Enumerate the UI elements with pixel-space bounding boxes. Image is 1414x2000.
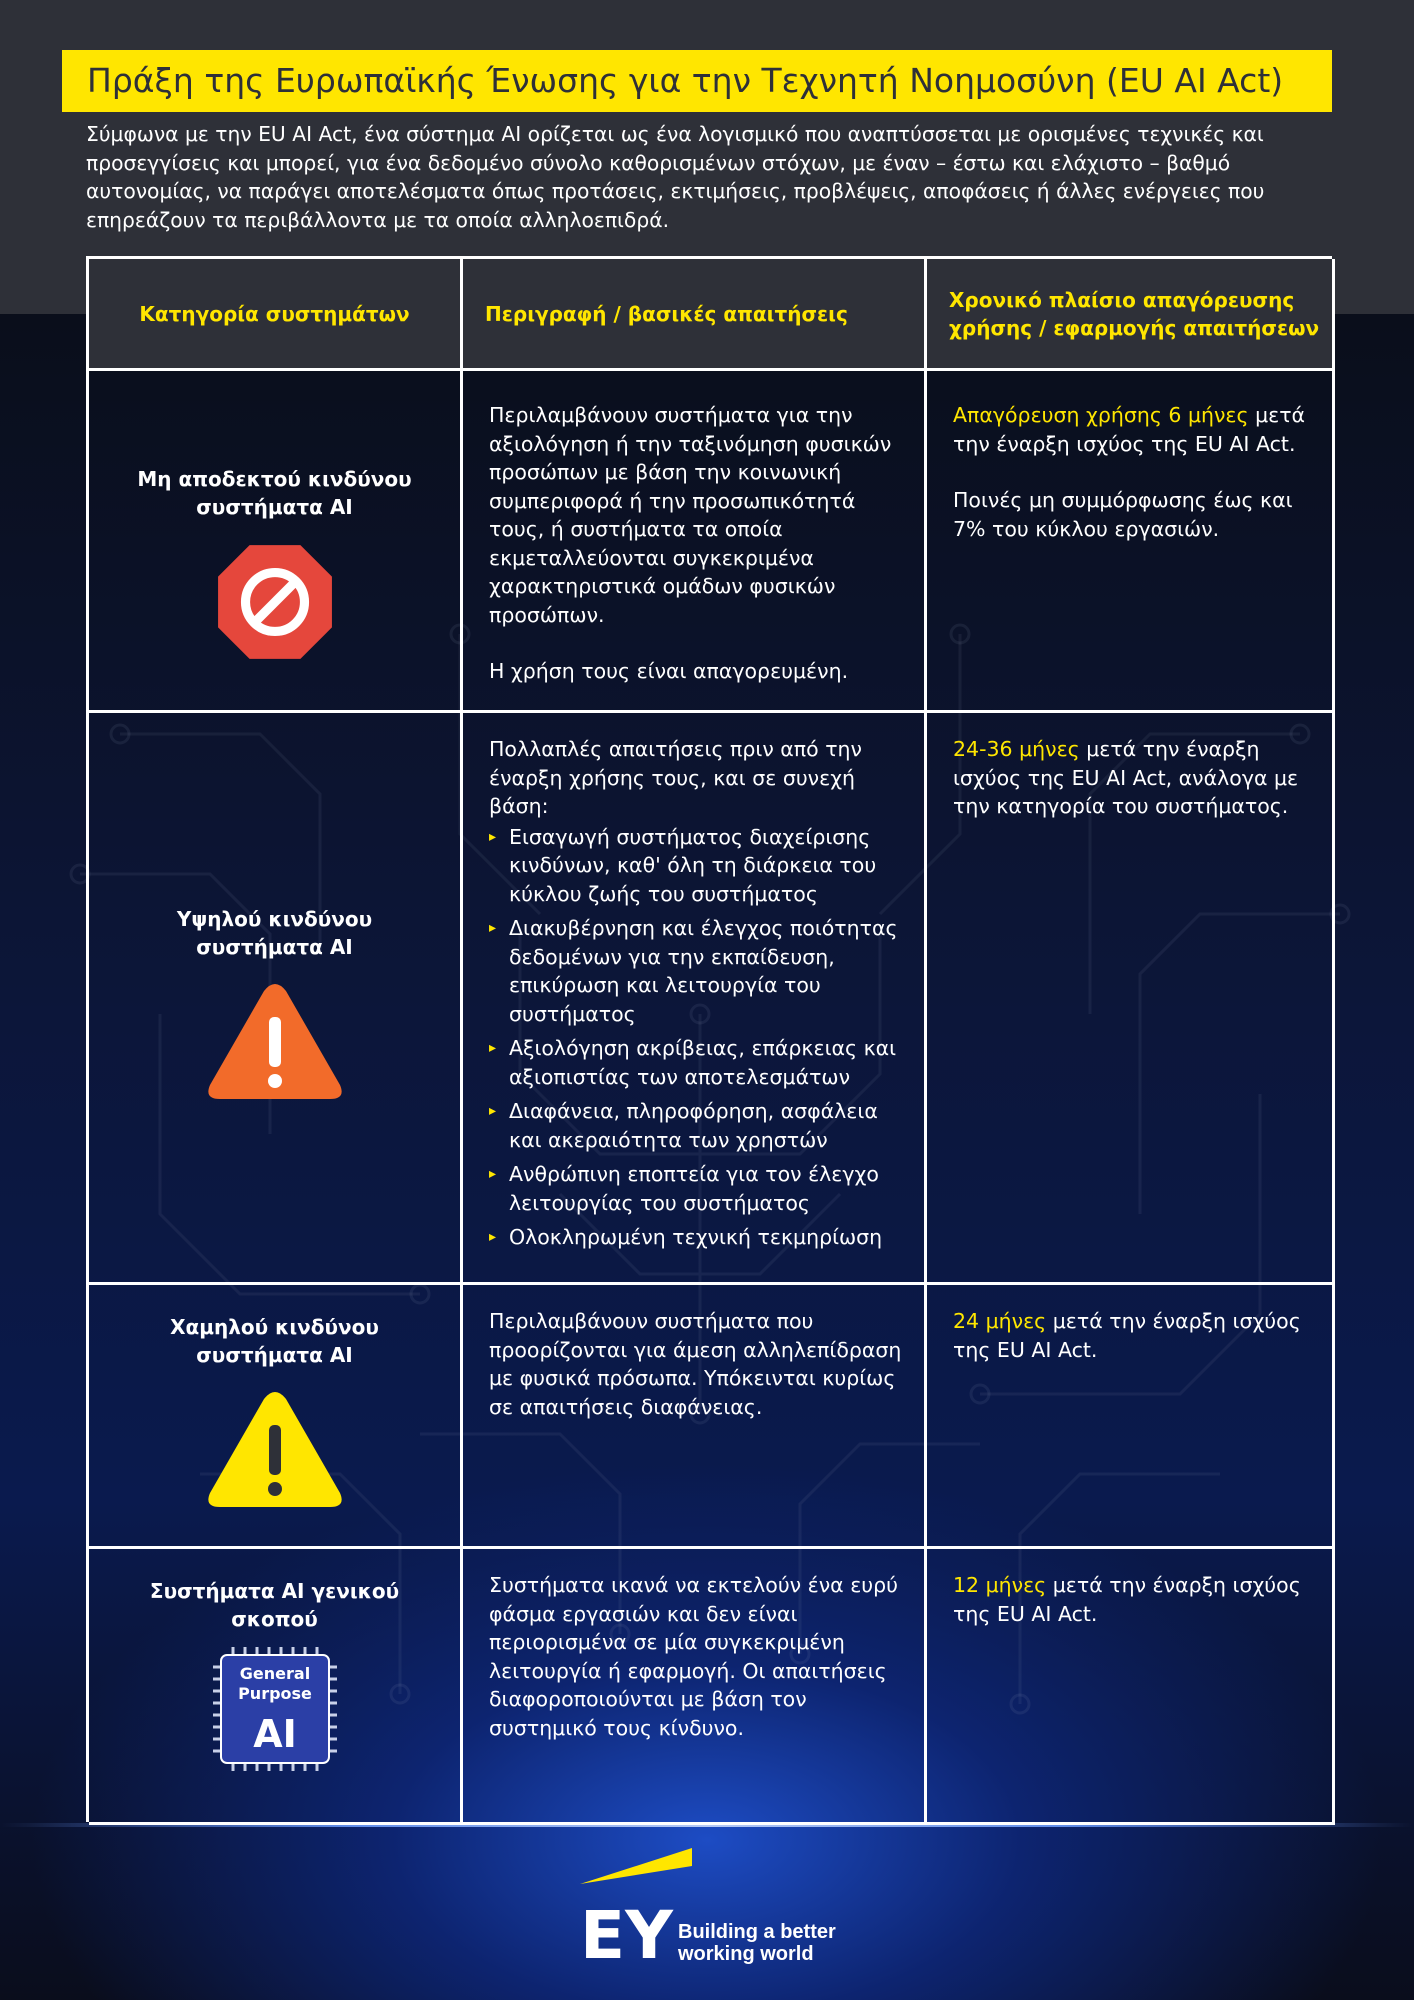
orange-warning-icon bbox=[206, 981, 344, 1103]
timeline-highlight: 24 μήνες bbox=[953, 1309, 1047, 1333]
header-timeline bbox=[927, 259, 1335, 371]
yellow-warning-icon bbox=[206, 1389, 344, 1511]
description-text: Πολλαπλές απαιτήσεις πριν από την έναρξη χρήσης τους, και σε συνεχή βάση: bbox=[489, 737, 862, 818]
description-text: Περιλαμβάνουν συστήματα που προορίζονται για άμεση αλληλεπίδραση με φυσικά πρόσωπα. Υπόκεινται κυρίως σε απαιτήσεις διαφάνειας. bbox=[489, 1309, 902, 1419]
timeline-unacceptable bbox=[927, 371, 1335, 713]
category-general-purpose bbox=[89, 1549, 463, 1825]
requirements-list bbox=[489, 823, 904, 1252]
list-item: ▸ Ολοκληρωμένη τεχνική τεκμηρίωση bbox=[489, 1223, 904, 1252]
ey-tagline-line1: Building a better bbox=[678, 1921, 836, 1943]
chip-text-general: General bbox=[239, 1664, 310, 1683]
header-category bbox=[89, 259, 463, 371]
list-item: ▸ Διακυβέρνηση και έλεγχος ποιότητας δεδομένων για την εκπαίδευση, επικύρωση και λειτουργία του συστήματος bbox=[489, 914, 904, 1028]
timeline-highlight: 12 μήνες bbox=[953, 1573, 1047, 1597]
timeline-note: Ποινές μη συμμόρφωσης έως και 7% του κύκλου εργασιών. bbox=[953, 488, 1293, 541]
category-high bbox=[89, 713, 463, 1285]
list-item: ▸ Διαφάνεια, πληροφόρηση, ασφάλεια και ακεραιότητα των χρηστών bbox=[489, 1097, 904, 1154]
timeline-highlight: Απαγόρευση χρήσης 6 μήνες bbox=[953, 403, 1249, 427]
timeline-text: μετά την έναρξη ισχύος της EU AI Act. bbox=[953, 403, 1306, 456]
list-item: ▸ Αξιολόγηση ακρίβειας, επάρκειας και αξιοπιστίας των αποτελεσμάτων bbox=[489, 1034, 904, 1091]
category-low bbox=[89, 1285, 463, 1549]
header-timeline-text: Χρονικό πλαίσιο απαγόρευσης χρήσης / εφαρμογής απαιτήσεων bbox=[949, 287, 1320, 340]
chip-text-purpose: Purpose bbox=[237, 1684, 312, 1703]
timeline-general-purpose bbox=[927, 1549, 1335, 1825]
category-unacceptable bbox=[89, 371, 463, 713]
ey-logo bbox=[580, 1848, 840, 1968]
timeline-low bbox=[927, 1285, 1335, 1549]
description-unacceptable bbox=[463, 371, 927, 713]
description-general-purpose bbox=[463, 1549, 927, 1825]
description-high bbox=[463, 713, 927, 1285]
timeline-text: μετά την έναρξη ισχύος της EU AI Act. bbox=[953, 1573, 1301, 1626]
risk-table bbox=[86, 256, 1332, 1822]
timeline-text: μετά την έναρξη ισχύος της EU AI Act, ανάλογα με την κατηγορία του συστήματος. bbox=[953, 737, 1299, 818]
list-item: ▸ Ανθρώπινη εποπτεία για τον έλεγχο λειτουργίας του συστήματος bbox=[489, 1160, 904, 1217]
chip-text-ai: AI bbox=[252, 1712, 297, 1756]
description-text: Περιλαμβάνουν συστήματα για την αξιολόγηση ή την ταξινόμηση φυσικών προσώπων με βάση την κοινωνική συμπεριφορά ή την προσωπικότητά τους, ή συστήματα τα οποία εκμεταλλεύονται συγκεκριμένα χαρακτηριστικά ομάδων φυσικών προσώπων. bbox=[489, 403, 892, 627]
stop-sign-icon bbox=[214, 541, 336, 663]
category-label: Χαμηλού κινδύνου συστήματα AI bbox=[170, 1315, 379, 1367]
header-category-text: Κατηγορία συστημάτων bbox=[139, 301, 410, 326]
timeline-text: μετά την έναρξη ισχύος της EU AI Act. bbox=[953, 1309, 1301, 1362]
timeline-highlight: 24-36 μήνες bbox=[953, 737, 1080, 761]
description-note: Η χρήση τους είναι απαγορευμένη. bbox=[489, 659, 849, 683]
title-bar bbox=[62, 50, 1332, 112]
category-label: Υψηλού κινδύνου συστήματα AI bbox=[176, 907, 373, 959]
timeline-high bbox=[927, 713, 1335, 1285]
general-purpose-ai-chip-icon bbox=[213, 1647, 337, 1771]
ey-logo-beam bbox=[580, 1848, 692, 1884]
intro-paragraph: Σύμφωνα με την EU AI Act, ένα σύστημα AI ορίζεται ως ένα λογισμικό που αναπτύσσεται με ορισμένες τεχνικές και προσεγγίσεις και μπορεί, για ένα δεδομένο σύνολο καθορισμένων στόχων, με έναν – έστω και ελάχιστο – βαθμό αυτονομίας, να παράγει αποτελέσματα όπως προτάσεις, εκτιμήσεις, προβλέψεις, αποφάσεις ή άλλες ενέργειες που επηρεάζουν τα περιβάλλοντα με τα οποία αλληλοεπιδρά. bbox=[86, 122, 1265, 232]
page-title: Πράξη της Ευρωπαϊκής Ένωσης για την Τεχνητή Νοημοσύνη (EU AI Act) bbox=[87, 61, 1284, 100]
category-label: Μη αποδεκτού κινδύνου συστήματα AI bbox=[137, 467, 412, 519]
header-description bbox=[463, 259, 927, 371]
ey-tagline-line2: working world bbox=[678, 1943, 814, 1965]
category-label: Συστήματα AI γενικού σκοπού bbox=[149, 1579, 400, 1631]
header-description-text: Περιγραφή / βασικές απαιτήσεις bbox=[485, 301, 848, 326]
ey-logo-letters: EY bbox=[580, 1897, 673, 1968]
description-text: Συστήματα ικανά να εκτελούν ένα ευρύ φάσμα εργασιών και δεν είναι περιορισμένα σε μία συγκεκριμένη λειτουργία ή εφαρμογή. Οι απαιτήσεις διαφοροποιούνται με βάση τον συστημικό τους κίνδυνο. bbox=[489, 1573, 899, 1740]
description-low bbox=[463, 1285, 927, 1549]
list-item: ▸ Εισαγωγή συστήματος διαχείρισης κινδύνων, καθ' όλη τη διάρκεια του κύκλου ζωής του συστήματος bbox=[489, 823, 904, 909]
